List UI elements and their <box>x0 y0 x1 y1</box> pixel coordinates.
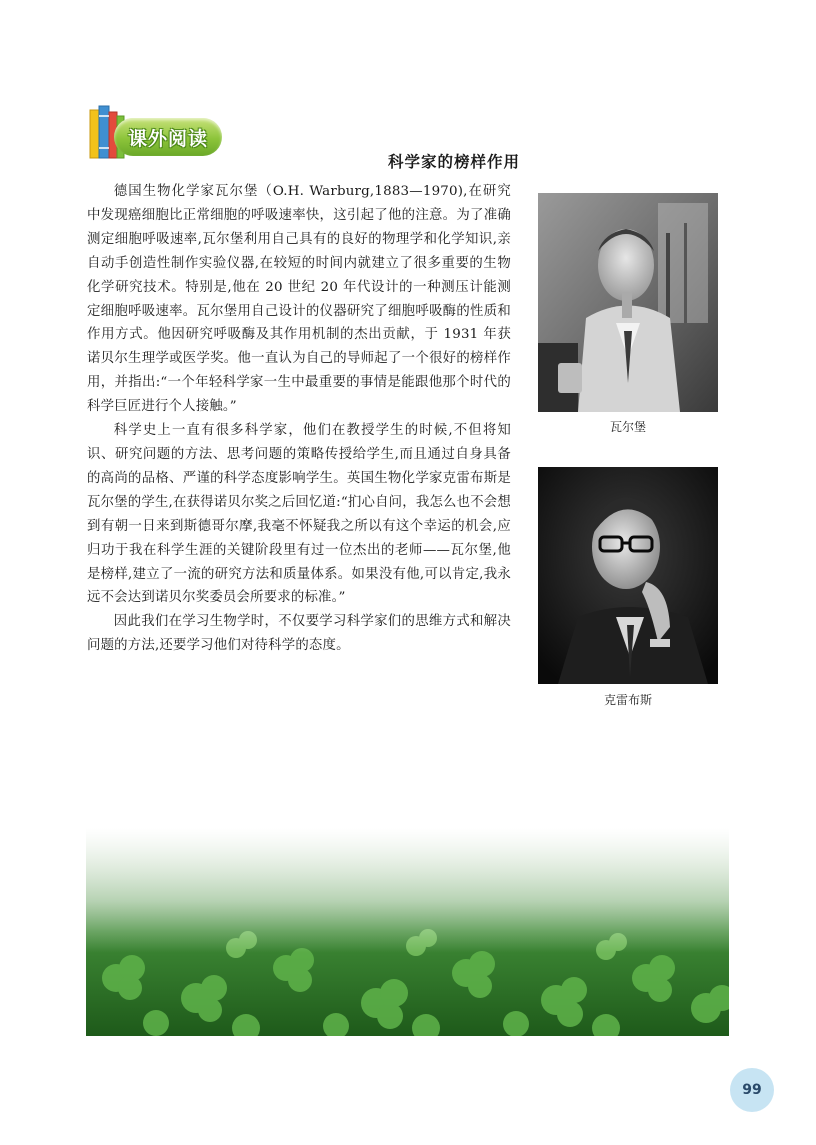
clover-field-image <box>86 828 729 1036</box>
paragraph: 德国生物化学家瓦尔堡（O.H. Warburg,1883—1970),在研究中发现癌细胞比正常细胞的呼吸速率快，这引起了他的注意。为了准确测定细胞呼吸速率,瓦尔堡利用自己具有的良好的物理学和化学知识,亲自动手创造性制作实验仪器,在较短的时间内就建立了很多重要的生物化学研究技术。特别是,他在 20 世纪 20 年代设计的一种测压计能测定细胞呼吸速率。瓦尔堡用自己设计的仪器研究了细胞呼吸酶的性质和作用方式。他因研究呼吸酶及其作用机制的杰出贡献，于 1931 年获诺贝尔生理学或医学奖。他一直认为自己的导师起了一个很好的榜样作用，并指出:“一个年轻科学家一生中最重要的事情是能跟他那个时代的科学巨匠进行个人接触。” <box>87 184 511 415</box>
page-number: 99 <box>730 1068 774 1112</box>
warburg-photo <box>538 193 718 412</box>
paragraph: 科学史上一直有很多科学家，他们在教授学生的时候,不但将知识、研究问题的方法、思考问题的策略传授给学生,而且通过自身具备的高尚的品格、严谨的科学态度影响学生。英国生物化学家克雷布斯是瓦尔堡的学生,在获得诺贝尔奖之后回忆道:“扪心自问，我怎么也不会想到有朝一日来到斯德哥尔摩,我毫不怀疑我之所以有这个幸运的机会,应归功于我在科学生涯的关键阶段里有过一位杰出的老师——瓦尔堡,他是榜样,建立了一流的研究方法和质量体系。如果没有他,可以肯定,我永远不会达到诺贝尔奖委员会所要求的标准。” <box>87 423 511 606</box>
badge-label: 课外阅读 <box>128 128 209 150</box>
krebs-caption: 克雷布斯 <box>603 693 652 707</box>
krebs-photo <box>538 467 718 684</box>
article-body <box>87 180 511 658</box>
paragraph: 因此我们在学习生物学时，不仅要学习科学家们的思维方式和解决问题的方法,还要学习他们对待科学的态度。 <box>87 614 511 654</box>
section-badge <box>88 104 228 160</box>
warburg-caption: 瓦尔堡 <box>609 420 646 434</box>
article-title: 科学家的榜样作用 <box>388 153 521 171</box>
